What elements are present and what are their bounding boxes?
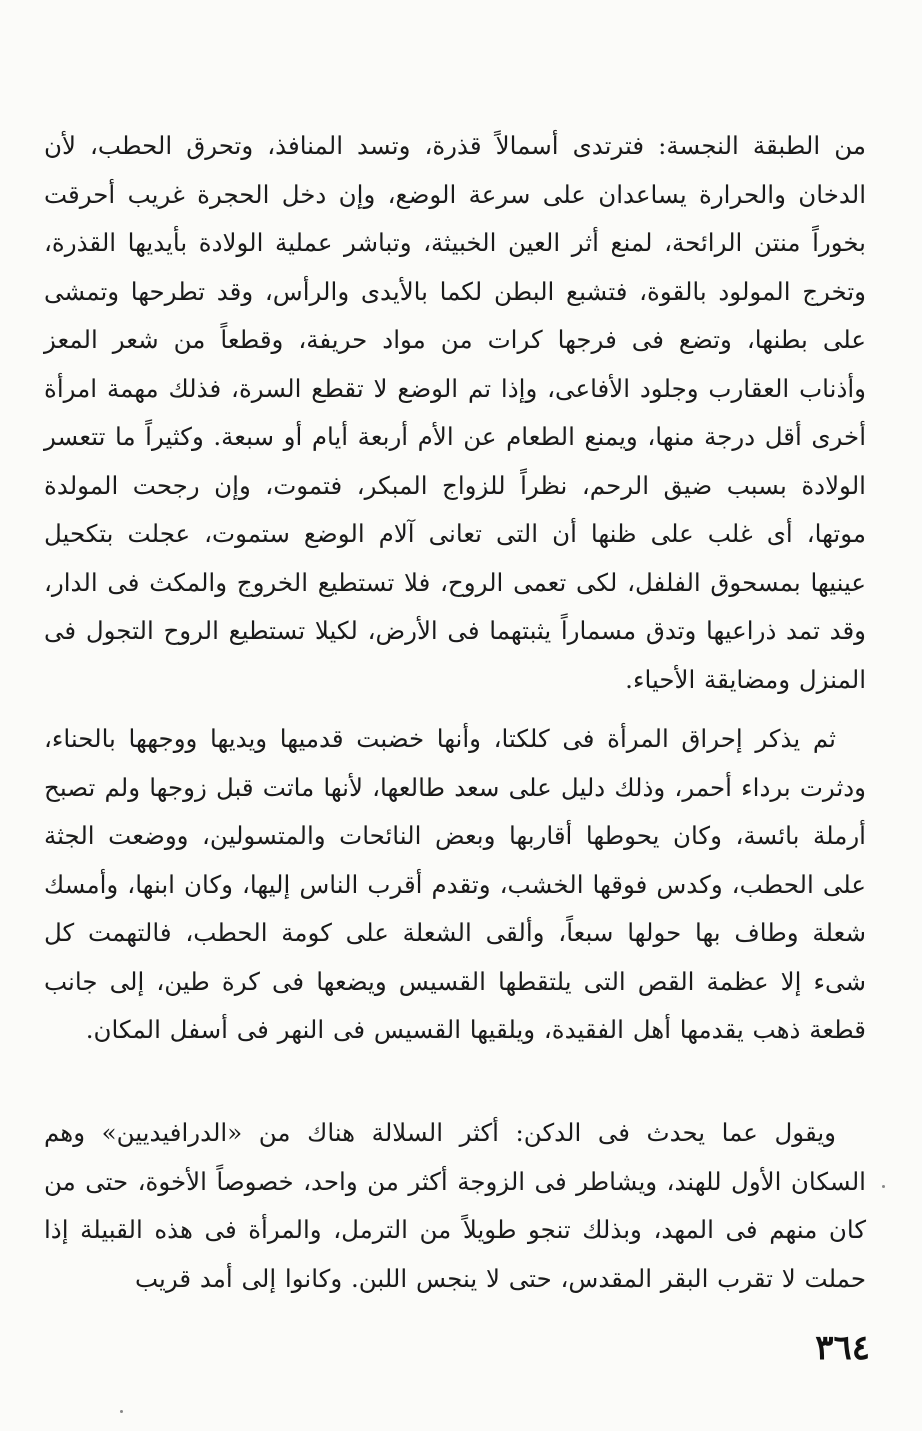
scan-speck [882,1185,885,1188]
paragraph-3: ويقول عما يحدث فى الدكن: أكثر السلالة هناك من «الدرافيديين» وهم السكان الأول للهند، ويشاطر فى الزوجة أكثر من واحد، خصوصاً الأخوة، حتى من كان منهم فى المهد، وبذلك تنجو طويلاً من الترمل، والمرأة فى هذه القبيلة إذا حملت لا تقرب البقر المقدس، حتى لا ينجس اللبن. وكانوا إلى أمد قريب [44,1118,866,1293]
paragraph-2: ثم يذكر إحراق المرأة فى كلكتا، وأنها خضبت قدميها ويديها ووجهها بالحناء، ودثرت برداء أحمر، وذلك دليل على سعد طالعها، لأنها ماتت قبل زوجها ولم تصبح أرملة بائسة، وكان يحوطها أقاربها وبعض النائحات والمتسولين، ووضعت الجثة على الحطب، وكدس فوقها الخشب، وتقدم أقرب الناس إليها، وكان ابنها، وأمسك شعلة وطاف بها حولها سبعاً، وألقى الشعلة على كومة الحطب، فالتهمت كل شىء إلا عظمة القص التى يلتقطها القسيس ويضعها فى كرة طين، إلى جانب قطعة ذهب يقدمها أهل الفقيدة، ويلقيها القسيس فى النهر فى أسفل المكان. [44,724,866,1044]
page-number: ٣٦٤ [815,1328,870,1368]
paragraph-1: من الطبقة النجسة: فترتدى أسمالاً قذرة، وتسد المنافذ، وتحرق الحطب، لأن الدخان والحرارة يساعدان على سرعة الوضع، وإن دخل الحجرة غريب أحرقت بخوراً منتن الرائحة، لمنع أثر العين الخبيثة، وتباشر عملية الولادة بأيديها القذرة، وتخرج المولود بالقوة، فتشبع البطن لكما بالأيدى والرأس، وقد تطرحها وتمشى على بطنها، وتضع فى فرجها كرات من مواد حريفة، وقطعاً من شعر المعز وأذناب العقارب وجلود الأفاعى، وإذا تم الوضع لا تقطع السرة، فذلك مهمة امرأة أخرى أقل درجة منها، ويمنع الطعام عن الأم أربعة أيام أو سبعة. وكثيراً ما تتعسر الولادة بسبب ضيق الرحم، نظراً للزواج المبكر، فتموت، وإن رجحت المولدة موتها، أى غلب على ظنها أن التى تعانى آلام الوضع ستموت، عجلت بتكحيل عينيها بمسحوق الفلفل، لكى تعمى الروح، فلا تستطيع الخروج والمكث فى الدار، وقد تمد ذراعيها وتدق مسماراً يثبتهما فى الأرض، لكيلا تستطيع الروح التجول فى المنزل ومضايقة الأحياء. [44,131,866,694]
scan-speck [120,1410,123,1413]
